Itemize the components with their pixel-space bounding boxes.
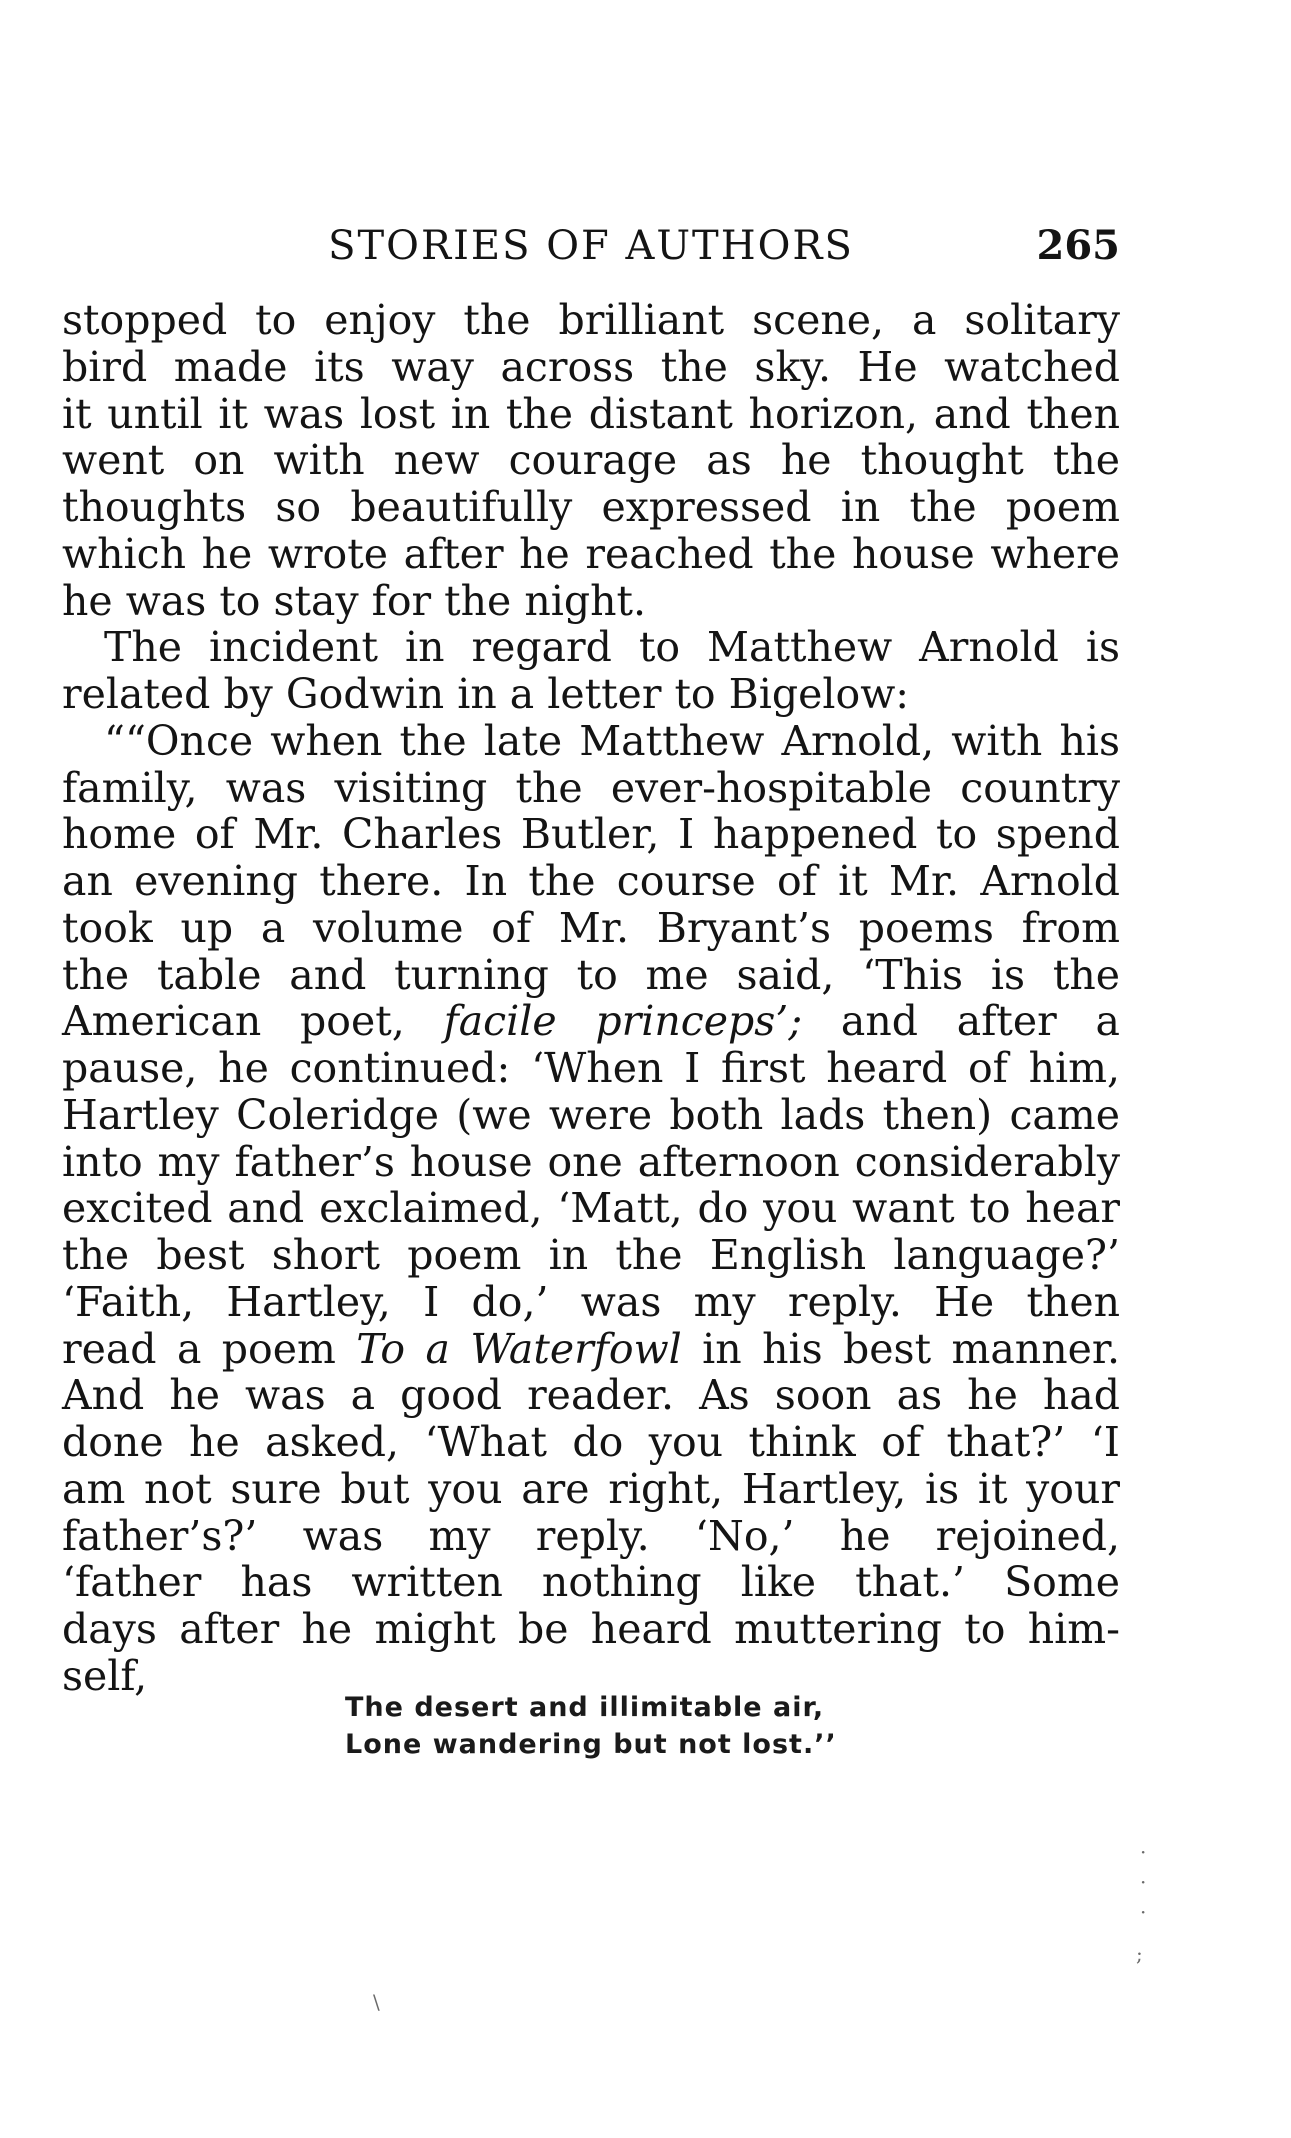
text-line: bird made its way across the sky. He watched <box>62 342 1120 391</box>
text-line: The incident in regard to Matthew Arnold is <box>104 623 1120 672</box>
text-segment: in his best manner. <box>681 1324 1120 1373</box>
text-line: it until it was lost in the distant horizon, and then <box>62 389 1120 438</box>
text-segment: American poet, <box>62 997 444 1046</box>
verse-quote <box>345 1689 837 1763</box>
text-line: And he was a good reader. As soon as he had <box>62 1371 1120 1420</box>
text-line: stopped to enjoy the brilliant scene, a solitary <box>62 296 1120 344</box>
running-title: STORIES OF AUTHORS <box>328 223 854 269</box>
italic-phrase: facile princeps’; <box>443 997 803 1046</box>
page-number: 265 <box>1036 222 1120 269</box>
text-line <box>62 998 1120 1045</box>
text-line: home of Mr. Charles Butler, I happened to spend <box>62 810 1120 859</box>
text-line: related by Godwin in a letter to Bigelow: <box>62 670 910 718</box>
text-line: ‘Faith, Hartley, I do,’ was my reply. He then <box>62 1277 1120 1326</box>
text-line: which he wrote after he reached the house where <box>62 529 1120 578</box>
body-text <box>62 297 1120 1700</box>
scan-speck: · <box>1140 1840 1147 1864</box>
text-line: into my father’s house one afternoon considerably <box>62 1137 1120 1186</box>
text-line: father’s?’ was my reply. ‘No,’ he rejoined, <box>62 1511 1120 1560</box>
text-line: ‘father has written nothing like that.’ Some <box>62 1558 1120 1607</box>
text-line: done he asked, ‘What do you think of that?’ ‘I <box>62 1418 1120 1466</box>
text-line: thoughts so beautifully expressed in the poem <box>62 483 1120 531</box>
running-head <box>62 218 1120 274</box>
text-line: Hartley Coleridge (we were both lads then) came <box>62 1090 1120 1139</box>
text-segment: and after a <box>802 997 1120 1046</box>
text-line: went on with new courage as he thought the <box>62 436 1120 485</box>
text-line: he was to stay for the night. <box>62 576 647 625</box>
text-line: pause, he continued: ‘When I first heard of him, <box>62 1044 1120 1092</box>
scan-speck: \ <box>373 1990 380 2014</box>
text-line: the best short poem in the English language?’ <box>62 1231 1120 1279</box>
text-line: self, <box>62 1651 148 1700</box>
scan-speck: · <box>1140 1870 1147 1894</box>
text-line: am not sure but you are right, Hartley, is it your <box>62 1464 1120 1513</box>
text-line: family, was visiting the ever-hospitable country <box>62 763 1120 812</box>
text-line: excited and exclaimed, ‘Matt, do you want to hear <box>62 1184 1120 1233</box>
scan-speck: · <box>1140 1900 1147 1924</box>
text-line: the table and turning to me said, ‘This is the <box>62 950 1120 999</box>
text-line: an evening there. In the course of it Mr. Arnold <box>62 857 1120 905</box>
text-line: days after he might be heard muttering to him- <box>62 1605 1120 1653</box>
scan-speck: ; <box>1136 1942 1143 1966</box>
verse-line: The desert and illimitable air, <box>345 1692 825 1723</box>
text-segment: read a poem <box>62 1324 357 1373</box>
text-line: took up a volume of Mr. Bryant’s poems from <box>62 903 1120 952</box>
verse-line: Lone wandering but not lost.’’ <box>345 1729 837 1760</box>
text-line <box>62 1326 1120 1373</box>
text-line: ““Once when the late Matthew Arnold, with his <box>104 716 1120 765</box>
italic-title: To a Waterfowl <box>356 1324 682 1373</box>
